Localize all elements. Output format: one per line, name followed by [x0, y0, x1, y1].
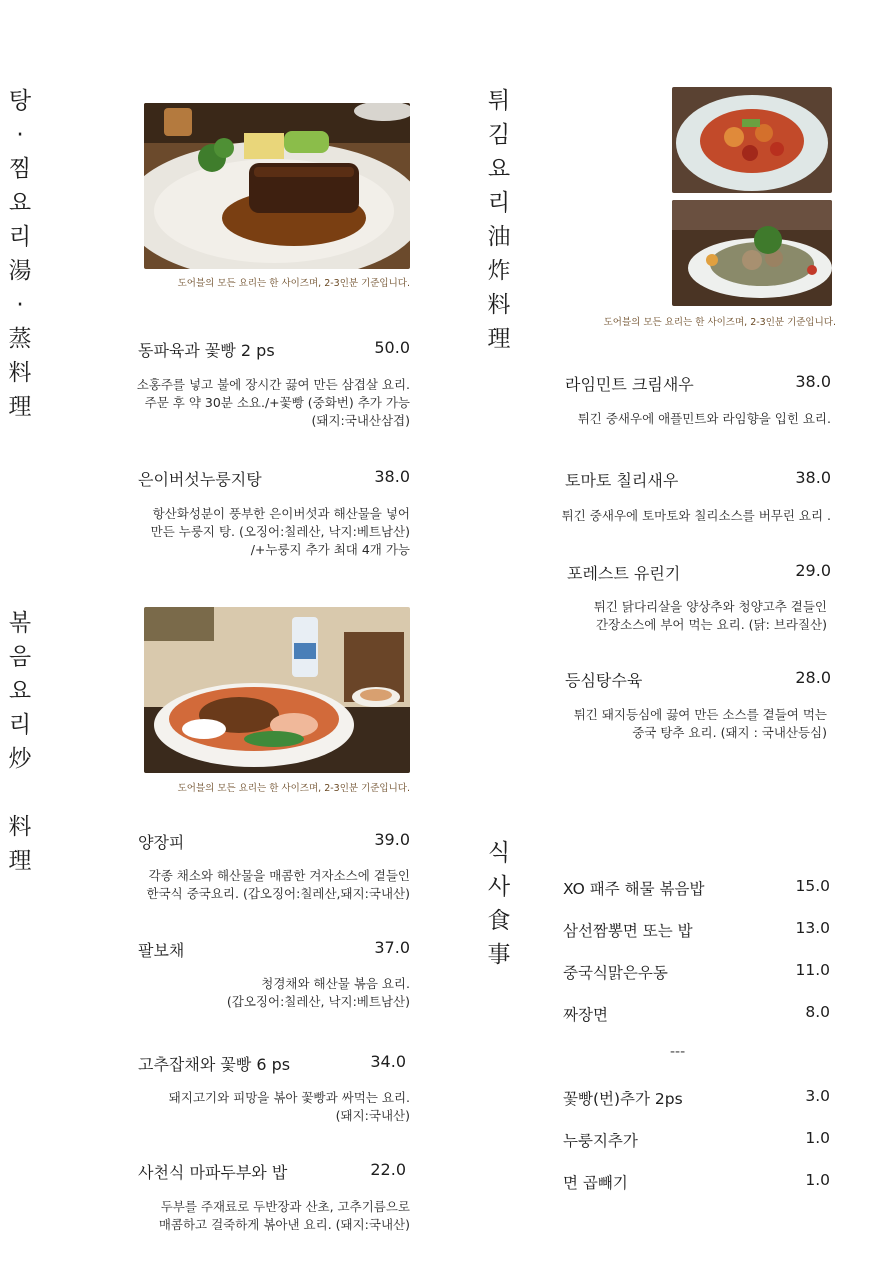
meal-item-price: 15.0 [795, 877, 830, 895]
item-description: 청경채와 해산물 볶음 요리. (갑오징어:칠레산, 낙지:베트남산) [226, 976, 410, 1009]
item-price: 28.0 [795, 668, 831, 687]
item-price: 39.0 [374, 830, 410, 849]
item-description: 튀긴 돼지등심에 끓여 만든 소스를 곁들여 먹는 중국 탕추 요리. (돼지 : 국내산등심) [573, 707, 827, 740]
meal-item-name: 삼선짬뽕면 또는 밥 [563, 922, 693, 940]
separator: --- [670, 1044, 686, 1060]
chili-shrimp-photo [672, 87, 832, 193]
item-name: 은이버섯누룽지탕 [138, 470, 262, 489]
item-price: 50.0 [374, 338, 410, 357]
menu-item [565, 372, 831, 392]
item-price: 29.0 [795, 561, 831, 580]
item-price: 22.0 [370, 1160, 406, 1179]
photo-caption: 도어블의 모든 요리는 한 사이즈며, 2-3인분 기준입니다. [603, 317, 836, 328]
item-price: 38.0 [374, 467, 410, 486]
meal-item-name: XO 패주 해물 볶음밥 [563, 880, 705, 898]
menu-item [565, 668, 831, 688]
extra-item-name: 꽃빵(번)추가 2ps [563, 1090, 683, 1108]
yuringi-photo [672, 200, 832, 306]
item-price: 38.0 [795, 468, 831, 487]
meal-item-price: 11.0 [795, 961, 830, 979]
item-name: 등심탕수육 [565, 671, 643, 690]
item-name: 양장피 [138, 833, 185, 852]
item-name: 팔보채 [138, 941, 185, 960]
item-price: 37.0 [374, 938, 410, 957]
menu-item [138, 1052, 406, 1072]
menu-item [565, 468, 831, 488]
extra-item-name: 면 곱빼기 [563, 1174, 628, 1192]
item-description: 튀긴 닭다리살을 양상추와 청양고추 곁들인 간장소스에 부어 먹는 요리. (닭: 브라질산) [593, 599, 827, 632]
item-description: 튀긴 중새우에 토마토와 칠리소스를 버무린 요리 . [561, 508, 831, 523]
item-name: 고추잡채와 꽃빵 6 ps [138, 1055, 291, 1074]
menu-item [138, 338, 410, 358]
section-title-soup: 탕 · 찜 요 리 湯 · 蒸 料 理 [8, 88, 32, 420]
item-name: 토마토 칠리새우 [565, 471, 679, 490]
item-description: 튀긴 중새우에 애플민트와 라임향을 입힌 요리. [577, 411, 831, 426]
section-title-meal: 식 사 食 事 [487, 840, 511, 968]
item-price: 34.0 [370, 1052, 406, 1071]
menu-item [138, 830, 410, 850]
photo-caption: 도어블의 모든 요리는 한 사이즈며, 2-3인분 기준입니다. [177, 278, 410, 289]
section-title-stirfry: 볶 음 요 리 炒 料 理 [8, 610, 32, 874]
meal-item-name: 짜장면 [563, 1006, 608, 1024]
photo-caption: 도어블의 모든 요리는 한 사이즈며, 2-3인분 기준입니다. [177, 783, 410, 794]
item-description: 두부를 주재료로 두반장과 산초, 고추기름으로 매콤하고 걸죽하게 볶아낸 요리. (돼지:국내산) [158, 1199, 410, 1232]
item-name: 라임민트 크림새우 [565, 375, 694, 394]
item-price: 38.0 [795, 372, 831, 391]
dongpo-pork-photo [144, 103, 410, 269]
menu-item [567, 561, 831, 581]
meal-item-price: 13.0 [795, 919, 830, 937]
extra-item-name: 누룽지추가 [563, 1132, 638, 1150]
section-title-fried: 튀 김 요 리 油 炸 料 理 [487, 88, 511, 352]
item-name: 사천식 마파두부와 밥 [138, 1163, 288, 1182]
item-description: 돼지고기와 피망을 볶아 꽃빵과 싸먹는 요리. (돼지:국내산) [168, 1090, 410, 1123]
yangjangpi-photo [144, 607, 410, 773]
menu-item [138, 467, 410, 487]
extra-item-price: 3.0 [805, 1087, 830, 1105]
item-name: 포레스트 유린기 [567, 564, 681, 583]
item-description: 소홍주를 넣고 불에 장시간 끓여 만든 삼겹살 요리. 주문 후 약 30분 소요./+꽃빵 (중화번) 추가 가능 (돼지:국내산삼겹) [136, 377, 410, 428]
menu-item [138, 1160, 406, 1180]
item-description: 각종 채소와 해산물을 매콤한 겨자소스에 곁들인 한국식 중국요리. (갑오징어:칠레산,돼지:국내산) [146, 868, 410, 901]
item-description: 항산화성분이 풍부한 은이버섯과 해산물을 넣어 만든 누룽지 탕. (오징어:칠레산, 낙지:베트남산) /+누룽지 추가 최대 4개 가능 [150, 506, 410, 557]
item-name: 동파육과 꽃빵 2 ps [138, 341, 275, 360]
meal-item-price: 8.0 [805, 1003, 830, 1021]
extra-item-price: 1.0 [805, 1129, 830, 1147]
extra-item-price: 1.0 [805, 1171, 830, 1189]
meal-item-name: 중국식맑은우동 [563, 964, 668, 982]
menu-item [138, 938, 410, 958]
